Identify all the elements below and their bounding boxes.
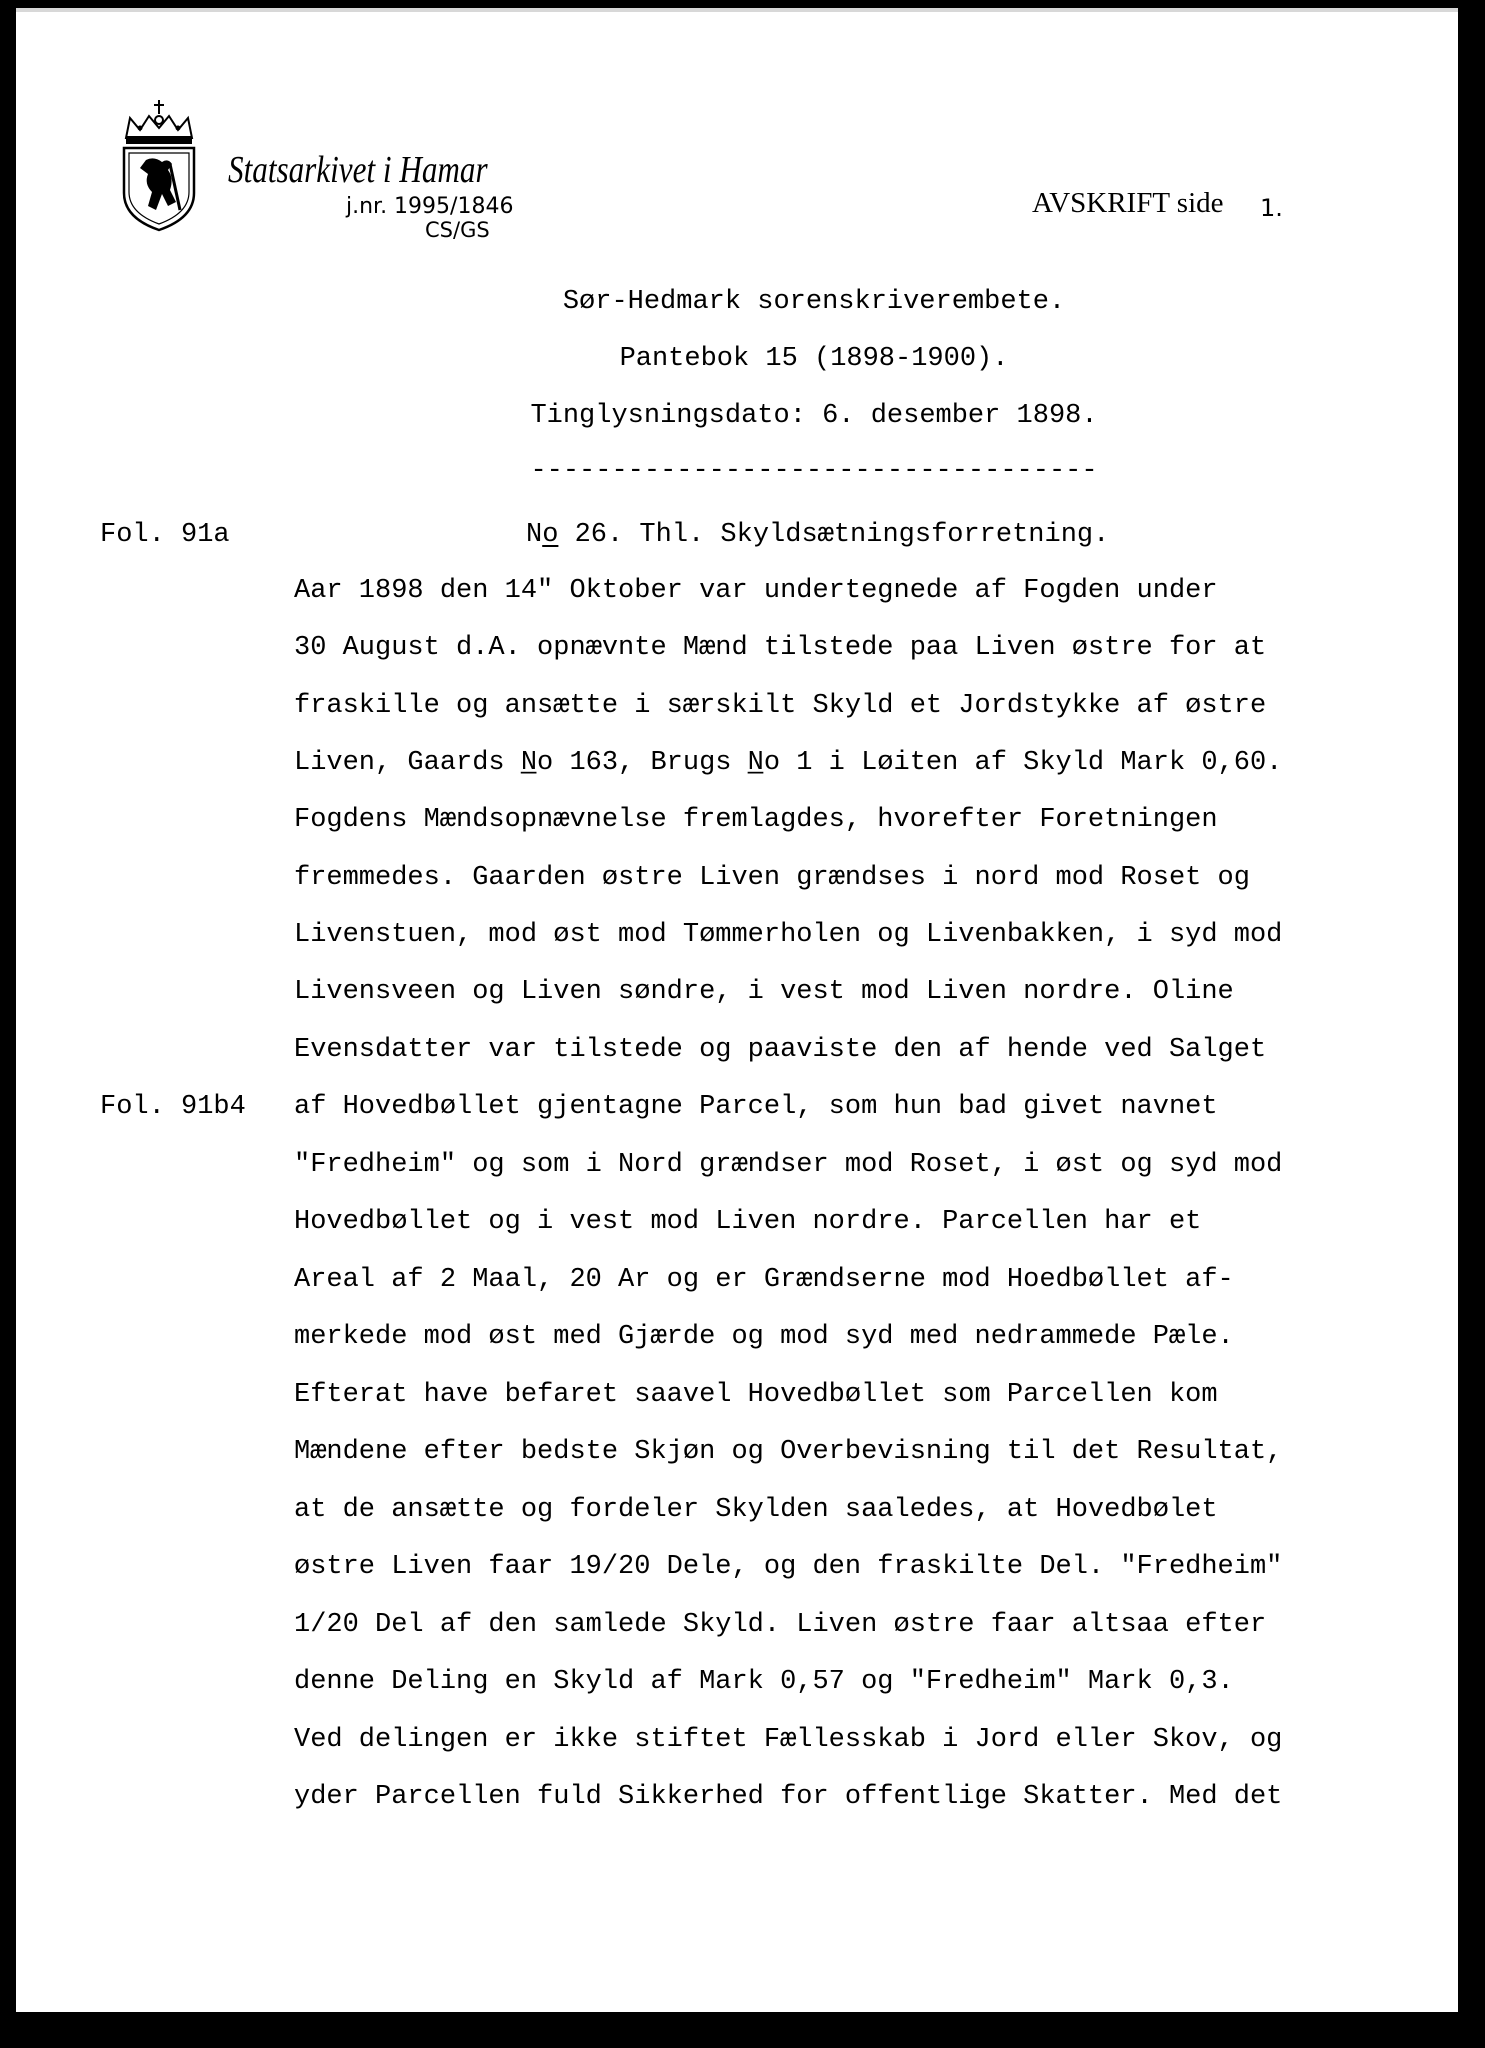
body-line: Aar 1898 den 14" Oktober var undertegnede af Fogden under bbox=[294, 576, 1218, 606]
page-number: 1. bbox=[1260, 194, 1283, 222]
body-line: Hovedbøllet og i vest mod Liven nordre. Parcellen har et bbox=[294, 1207, 1202, 1237]
transcript-label: AVSKRIFT side bbox=[1032, 187, 1224, 219]
coat-of-arms-icon bbox=[116, 98, 202, 232]
office-title: Sør-Hedmark sorenskriverembete. bbox=[562, 287, 1066, 317]
body-line: Areal af 2 Maal, 20 Ar og er Grændserne mod Hoedbøllet af- bbox=[294, 1265, 1234, 1295]
body-line: denne Deling en Skyld af Mark 0,57 og "Fredheim" Mark 0,3. bbox=[294, 1667, 1234, 1697]
registration-date: Tinglysningsdato: 6. desember 1898. bbox=[530, 401, 1098, 431]
body-line: Fogdens Mændsopnævnelse fremlagdes, hvorefter Foretningen bbox=[294, 805, 1218, 835]
number-prefix: N bbox=[526, 520, 543, 550]
folio-note-1: Fol. 91a bbox=[100, 520, 230, 550]
document-page bbox=[16, 8, 1458, 2012]
body-line: Efterat have befaret saavel Hovedbøllet som Parcellen kom bbox=[294, 1380, 1218, 1410]
body-line: yder Parcellen fuld Sikkerhed for offentlige Skatter. Med det bbox=[294, 1782, 1283, 1812]
body-line: Liven, Gaards N̲o 163, Brugs N̲o 1 i Løiten af Skyld Mark 0,60. bbox=[294, 748, 1283, 778]
entry-heading bbox=[526, 520, 1109, 550]
book-title: Pantebok 15 (1898-1900). bbox=[619, 344, 1009, 374]
archive-name: Statsarkivet i Hamar bbox=[228, 149, 488, 191]
body-line: at de ansætte og fordeler Skylden saaledes, at Hovedbølet bbox=[294, 1495, 1218, 1525]
body-line: Ved delingen er ikke stiftet Fællesskab i Jord eller Skov, og bbox=[294, 1725, 1283, 1755]
separator-line: ----------------------------------- bbox=[530, 456, 1098, 486]
body-line: "Fredheim" og som i Nord grændser mod Roset, i øst og syd mod bbox=[294, 1150, 1283, 1180]
number-o: o bbox=[542, 520, 559, 550]
body-line: 30 August d.A. opnævnte Mænd tilstede paa Liven østre for at bbox=[294, 633, 1267, 663]
body-line: Evensdatter var tilstede og paaviste den af hende ved Salget bbox=[294, 1035, 1267, 1065]
body-line: Livensveen og Liven søndre, i vest mod Liven nordre. Oline bbox=[294, 977, 1234, 1007]
folio-note-2: Fol. 91b4 bbox=[100, 1092, 246, 1122]
body-line: merkede mod øst med Gjærde og mod syd med nedrammede Pæle. bbox=[294, 1322, 1234, 1352]
body-line: af Hovedbøllet gjentagne Parcel, som hun bad givet navnet bbox=[294, 1092, 1218, 1122]
scan-top-edge bbox=[16, 8, 1458, 12]
body-line: fraskille og ansætte i særskilt Skyld et Jordstykke af østre bbox=[294, 691, 1267, 721]
body-line: fremmedes. Gaarden østre Liven grændses i nord mod Roset og bbox=[294, 863, 1250, 893]
body-line: østre Liven faar 19/20 Dele, og den fraskilte Del. "Fredheim" bbox=[294, 1552, 1283, 1582]
body-line: Mændene efter bedste Skjøn og Overbevisning til det Resultat, bbox=[294, 1437, 1283, 1467]
body-line: 1/20 Del af den samlede Skyld. Liven østre faar altsaa efter bbox=[294, 1610, 1267, 1640]
heading-text: 26. Thl. Skyldsætningsforretning. bbox=[558, 520, 1110, 550]
signature-initials: CS/GS bbox=[425, 218, 490, 242]
body-line: Livenstuen, mod øst mod Tømmerholen og Livenbakken, i syd mod bbox=[294, 920, 1283, 950]
journal-number: j.nr. 1995/1846 bbox=[346, 194, 514, 219]
